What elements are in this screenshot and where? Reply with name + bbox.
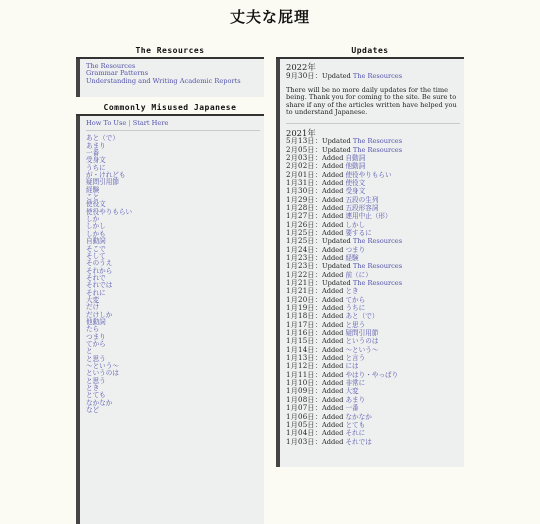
update-link[interactable]: 五段の生列: [345, 195, 379, 204]
resources-panel: [76, 59, 264, 97]
update-link[interactable]: The Resources: [352, 237, 403, 246]
update-link[interactable]: つまり: [345, 245, 366, 254]
update-date: 1月13日：: [286, 353, 323, 363]
start-here-link[interactable]: Start Here: [132, 119, 169, 127]
update-date: 2月03日：: [286, 152, 323, 162]
misused-nav: [86, 120, 260, 127]
update-label: Added: [322, 354, 346, 363]
update-label: Updated: [322, 71, 353, 80]
resources-link-academic-reports[interactable]: Understanding and Writing Academic Reports: [86, 76, 241, 85]
site-title: 丈夫な屁理: [229, 8, 310, 26]
update-link[interactable]: 〜という〜: [345, 345, 379, 354]
update-link[interactable]: The Resources: [352, 137, 403, 146]
update-date: 9月30日：: [286, 70, 323, 80]
update-link[interactable]: なかなか: [345, 412, 372, 421]
misused-item-link[interactable]: そして: [86, 251, 106, 260]
update-label: Added: [322, 412, 346, 421]
update-link[interactable]: 大変: [345, 387, 359, 396]
update-link[interactable]: 要するに: [345, 228, 372, 237]
update-date: 1月06日：: [286, 411, 323, 421]
update-label: Added: [322, 387, 346, 396]
update-label: Added: [322, 153, 346, 162]
update-date: 1月23日：: [286, 252, 323, 262]
update-date: 1月09日：: [286, 386, 323, 396]
misused-item-link[interactable]: と: [86, 347, 93, 356]
update-date: 1月10日：: [286, 378, 323, 388]
update-date: 1月26日：: [286, 219, 323, 229]
update-date: 5月13日：: [286, 136, 323, 146]
update-date: 1月31日：: [286, 177, 323, 187]
update-label: Added: [322, 203, 346, 212]
nav-separator: |: [126, 119, 133, 127]
misused-panel: [76, 116, 264, 524]
update-link[interactable]: とても: [345, 420, 366, 429]
update-link[interactable]: 自動詞: [345, 153, 366, 162]
update-date: 1月11日：: [286, 369, 323, 379]
update-label: Added: [322, 220, 346, 229]
update-link[interactable]: The Resources: [352, 145, 403, 154]
update-label: Added: [322, 270, 346, 279]
update-label: Added: [322, 228, 346, 237]
misused-item-link[interactable]: 疑問引用節: [86, 178, 119, 187]
update-link[interactable]: The Resources: [352, 279, 403, 287]
update-link[interactable]: しかし: [345, 220, 366, 229]
update-date: 1月21日：: [286, 286, 323, 296]
update-date: 2月05日：: [286, 144, 323, 154]
resources-link-grammar-patterns[interactable]: Grammar Patterns: [86, 69, 149, 78]
misused-item-link[interactable]: だけ: [86, 303, 100, 312]
misused-item-link[interactable]: 他動詞: [86, 317, 106, 326]
update-date: 1月22日：: [286, 269, 323, 279]
updates-note: There will be no more daily updates for the time being. Thank you for coming to the site. Be sure to share if any of the articles written have helped you to understand Japanese.: [286, 85, 457, 117]
update-label: Updated: [322, 279, 353, 287]
update-link[interactable]: 使役やりもらい: [345, 170, 392, 179]
misused-item-link[interactable]: 一番: [86, 149, 100, 158]
update-label: Added: [322, 345, 346, 354]
misused-item-link[interactable]: それで: [86, 273, 106, 282]
update-link[interactable]: 経験: [345, 253, 359, 262]
updates-panel: [276, 59, 464, 467]
misused-list: [86, 135, 260, 414]
misused-item-link[interactable]: と思う: [86, 354, 106, 363]
update-link[interactable]: 連用中止（形）: [345, 212, 392, 221]
misused-item-link[interactable]: うちに: [86, 163, 106, 172]
update-label: Updated: [322, 262, 353, 271]
misused-item-link[interactable]: とき: [86, 384, 100, 393]
misused-item-link[interactable]: とても: [86, 391, 106, 400]
update-date: 1月21日：: [286, 278, 323, 287]
update-link[interactable]: 疑問引用節: [345, 329, 379, 338]
update-date: 1月24日：: [286, 244, 323, 254]
update-label: Added: [322, 420, 346, 429]
update-link[interactable]: てから: [345, 295, 366, 304]
update-entry-latest: [286, 72, 460, 80]
update-date: 1月16日：: [286, 328, 323, 338]
update-label: Added: [322, 429, 346, 438]
update-date: 1月23日：: [286, 261, 323, 271]
update-date: 1月20日：: [286, 294, 323, 304]
update-link[interactable]: The Resources: [352, 71, 403, 80]
update-date: 1月04日：: [286, 428, 323, 438]
update-date: 1月17日：: [286, 319, 323, 329]
update-link[interactable]: 前（に）: [345, 270, 372, 279]
misused-item-link[interactable]: だけしか: [86, 310, 113, 319]
update-link[interactable]: 受身文: [345, 187, 366, 196]
update-date: 1月07日：: [286, 403, 323, 413]
updates-divider: [286, 123, 460, 124]
update-link[interactable]: 非常に: [345, 379, 366, 388]
update-link[interactable]: それに: [345, 429, 366, 438]
update-label: Added: [322, 287, 346, 296]
update-date: 1月29日：: [286, 194, 323, 204]
right-column: [276, 46, 464, 467]
misused-item-link[interactable]: 経験: [86, 185, 100, 194]
year-2022: 2022年: [286, 62, 316, 72]
update-link[interactable]: と思う: [345, 320, 366, 329]
update-label: Added: [322, 178, 346, 187]
update-date: 1月25日：: [286, 227, 323, 237]
update-link[interactable]: あと（で）: [345, 312, 379, 321]
update-label: Added: [322, 195, 346, 204]
update-date: 1月14日：: [286, 344, 323, 354]
update-date: 1月05日：: [286, 419, 323, 429]
update-date: 1月08日：: [286, 394, 323, 404]
update-label: Added: [322, 370, 346, 379]
misused-heading: Commonly Misused Japanese: [76, 103, 264, 116]
update-label: Added: [322, 320, 346, 329]
how-to-use-link[interactable]: How To Use: [86, 119, 127, 127]
update-label: Added: [322, 312, 346, 321]
update-link[interactable]: やはり・やっぱり: [345, 370, 399, 379]
update-link[interactable]: 使役文: [345, 178, 366, 187]
update-label: Added: [322, 404, 346, 413]
update-link[interactable]: というのは: [345, 337, 379, 346]
misused-item-link[interactable]: あまり: [86, 141, 106, 150]
update-label: Added: [322, 304, 346, 313]
resources-heading: The Resources: [76, 46, 264, 59]
update-label: Added: [322, 162, 346, 171]
update-link[interactable]: 五段形容詞: [345, 203, 379, 212]
misused-item-link[interactable]: たら: [86, 325, 100, 334]
update-label: Updated: [322, 137, 353, 146]
misused-item-link[interactable]: が・けれども: [86, 171, 126, 180]
update-label: Added: [322, 170, 346, 179]
update-label: Updated: [322, 237, 353, 246]
update-label: Added: [322, 329, 346, 338]
misused-item-link[interactable]: しかし: [86, 222, 106, 231]
update-date: 1月28日：: [286, 202, 323, 212]
update-link[interactable]: あまり: [345, 395, 366, 404]
misused-item-link[interactable]: と思う: [86, 376, 106, 385]
update-date: 1月18日：: [286, 311, 323, 321]
update-label: Added: [322, 253, 346, 262]
misused-item-link[interactable]: それから: [86, 266, 113, 275]
update-date: 2月01日：: [286, 169, 323, 179]
update-date: 1月15日：: [286, 336, 323, 346]
update-label: Added: [322, 212, 346, 221]
misused-item-link[interactable]: それに: [86, 288, 106, 297]
misused-item-link[interactable]: つまり: [86, 332, 106, 341]
update-date: 1月03日：: [286, 436, 323, 446]
update-label: Updated: [322, 145, 353, 154]
misused-item-link[interactable]: しかも: [86, 229, 106, 238]
misused-item-link[interactable]: 使役やりもらい: [86, 207, 133, 216]
update-link[interactable]: The Resources: [352, 262, 403, 271]
update-label: Added: [322, 187, 346, 196]
misused-item-link[interactable]: しか: [86, 215, 100, 224]
misused-item-link[interactable]: 受身文: [86, 156, 106, 165]
misused-item-link[interactable]: というのは: [86, 369, 119, 378]
update-label: Added: [322, 437, 346, 446]
year-2021: 2021年: [286, 127, 316, 138]
update-link[interactable]: とき: [345, 287, 359, 296]
misused-item-link[interactable]: てから: [86, 339, 106, 348]
update-link[interactable]: 一番: [345, 404, 359, 413]
misused-item-link[interactable]: それでは: [86, 281, 113, 290]
misused-divider: [86, 130, 260, 131]
misused-item-link[interactable]: 大変: [86, 295, 100, 304]
left-column: [76, 46, 264, 524]
update-list: [286, 137, 460, 446]
update-label: Added: [322, 395, 346, 404]
update-date: 1月25日：: [286, 236, 323, 246]
update-entry: [286, 438, 460, 446]
updates-heading: Updates: [276, 46, 464, 59]
update-label: Added: [322, 362, 346, 371]
update-link[interactable]: 他動詞: [345, 162, 366, 171]
update-link[interactable]: うちに: [345, 304, 366, 313]
misused-item-link[interactable]: 自動詞: [86, 237, 106, 246]
update-label: Added: [322, 379, 346, 388]
update-link[interactable]: には: [345, 362, 359, 371]
misused-item-link[interactable]: そこで: [86, 244, 106, 253]
update-link[interactable]: それでは: [345, 437, 372, 446]
update-date: 1月12日：: [286, 361, 323, 371]
misused-item-link[interactable]: あと（で）: [86, 134, 119, 143]
resources-link-the-resources[interactable]: The Resources: [86, 62, 136, 70]
misused-item-link[interactable]: 〜という〜: [86, 362, 119, 370]
update-label: Added: [322, 245, 346, 254]
update-label: Added: [322, 295, 346, 304]
update-date: 1月19日：: [286, 303, 323, 313]
misused-item-link[interactable]: 使役文: [86, 200, 106, 209]
update-label: Added: [322, 337, 346, 346]
misused-item-link[interactable]: なかなか: [86, 398, 113, 407]
update-date: 1月30日：: [286, 186, 323, 196]
misused-item-link[interactable]: そのうえ: [86, 259, 113, 268]
update-link[interactable]: と言う: [345, 354, 366, 363]
misused-item-link[interactable]: など: [86, 406, 100, 415]
misused-item-link[interactable]: こと: [86, 193, 100, 202]
update-date: 2月02日：: [286, 161, 323, 171]
update-date: 1月27日：: [286, 211, 323, 221]
